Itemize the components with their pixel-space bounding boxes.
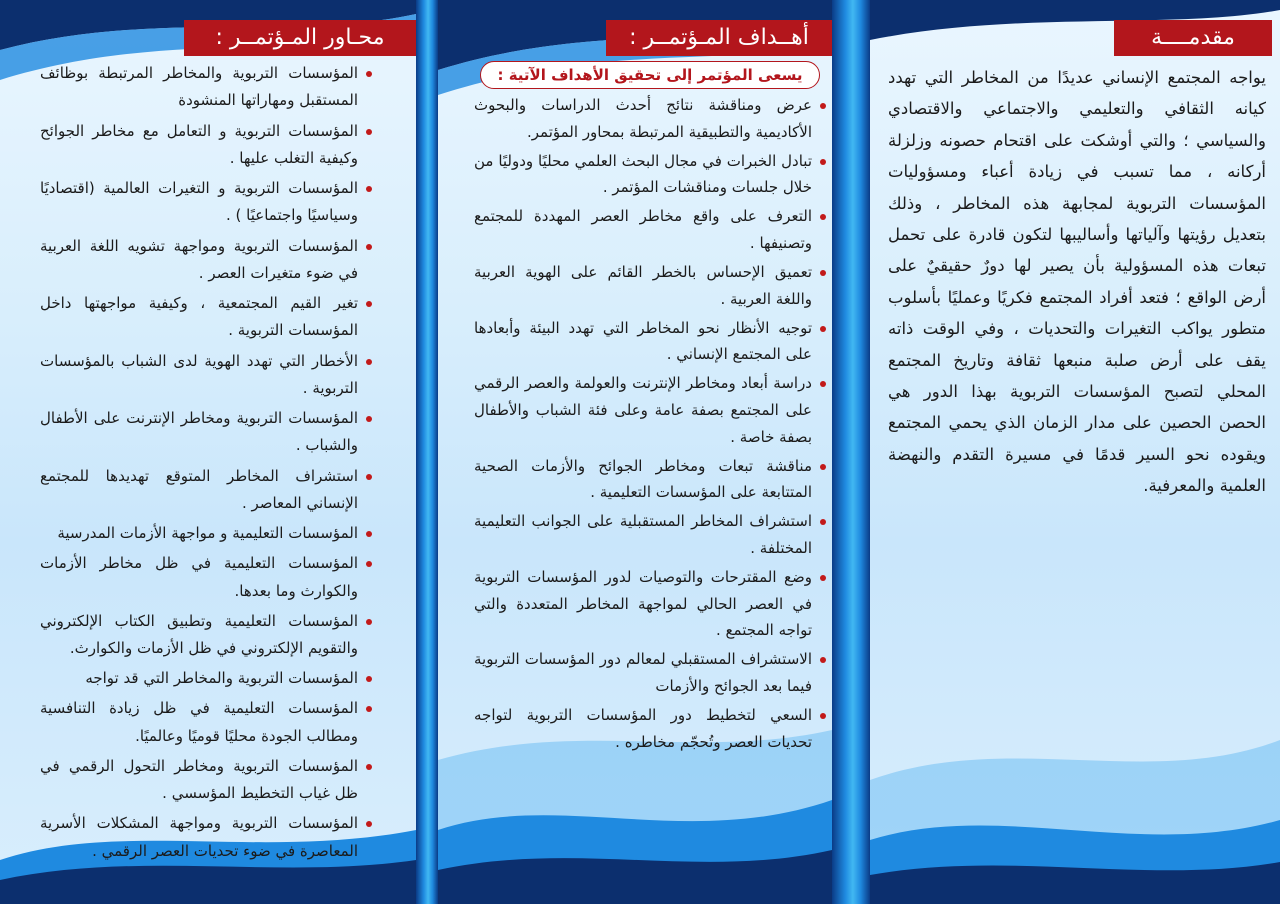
intro-title: مقدمــــة: [1114, 20, 1272, 56]
list-item: المؤسسات التربوية و التعامل مع مخاطر الجوائح وكيفية التغلب عليها .: [40, 118, 374, 173]
list-item: المؤسسات التعليمية وتطبيق الكتاب الإلكتروني والتقويم الإلكتروني في ظل الأزمات والكوارث.: [40, 608, 374, 663]
list-item: مناقشة تبعات ومخاطر الجوائح والأزمات الصحية المتتابعة على المؤسسات التعليمية .: [474, 453, 828, 506]
goals-list-container: [474, 92, 828, 758]
list-item: تعميق الإحساس بالخطر القائم على الهوية العربية واللغة العربية .: [474, 259, 828, 312]
goals-subtitle: يسعى المؤتمر إلى تحقيق الأهداف الآتية :: [480, 61, 820, 89]
list-item: المؤسسات التعليمية في ظل مخاطر الأزمات والكوارث وما بعدها.: [40, 550, 374, 605]
list-item: المؤسسات التربوية والمخاطر المرتبطة بوظائف المستقبل ومهاراتها المنشودة: [40, 60, 374, 115]
list-item: التعرف على واقع مخاطر العصر المهددة للمجتمع وتصنيفها .: [474, 203, 828, 256]
list-item: تغير القيم المجتمعية ، وكيفية مواجهتها داخل المؤسسات التربوية .: [40, 290, 374, 345]
list-item: الأخطار التي تهدد الهوية لدى الشباب بالمؤسسات التربوية .: [40, 348, 374, 403]
list-item: المؤسسات التربوية والمخاطر التي قد تواجه: [40, 665, 374, 692]
list-item: استشراف المخاطر المتوقع تهديدها للمجتمع الإنساني المعاصر .: [40, 463, 374, 518]
list-item: استشراف المخاطر المستقبلية على الجوانب التعليمية المختلفة .: [474, 508, 828, 561]
left-stripe: [416, 0, 438, 904]
axes-list-container: [40, 60, 374, 868]
list-item: المؤسسات التربوية ومواجهة المشكلات الأسرية المعاصرة في ضوء تحديات العصر الرقمي .: [40, 810, 374, 865]
list-item: المؤسسات التربوية ومخاطر الإنترنت على الأطفال والشباب .: [40, 405, 374, 460]
list-item: الاستشراف المستقبلي لمعالم دور المؤسسات التربوية فيما بعد الجوائح والأزمات: [474, 646, 828, 699]
list-item: المؤسسات التربوية ومواجهة تشويه اللغة العربية في ضوء متغيرات العصر .: [40, 233, 374, 288]
list-item: تبادل الخبرات في مجال البحث العلمي محليًا ودوليًا من خلال جلسات ومناقشات المؤتمر .: [474, 148, 828, 201]
list-item: المؤسسات التربوية و التغيرات العالمية (اقتصاديًا وسياسيًا واجتماعيًا ) .: [40, 175, 374, 230]
list-item: المؤسسات التربوية ومخاطر التحول الرقمي في ظل غياب التخطيط المؤسسي .: [40, 753, 374, 808]
intro-paragraph: يواجه المجتمع الإنساني عديدًا من المخاطر التي تهدد كيانه الثقافي والتعليمي والاجتماعي والاقتصادي والسياسي ؛ والتي أوشكت على اقتحام حصونه وزلزلة أركانه ، مما تسبب في زيادة أعباء ومسؤوليات المؤسسات التربوية لمجابهة هذه المخاطر ، وذلك بتعديل رؤيتها وآلياتها وأساليبها لتكون قادرة على تحمل تبعات هذه المسؤولية بأن يصير لها دورٌ حقيقيٌ على أرض الواقع ؛ فتعد أفراد المجتمع فكريًا وعمليًا بأسلوب متطور يواكب التغيرات والتحديات ، وفي الوقت ذاته يقف على أرض صلبة منبعها ثقافة وتاريخ المجتمع المحلي لتصبح المؤسسات التربوية بهذا الدور هي الحصن الحصين على مدار الزمان الذي يحمي المجتمع ويقوده نحو السير قدمًا في مسيرة التقدم والنهضة العلمية والمعرفية.: [888, 68, 1266, 496]
axes-title: محـاور المـؤتمــر :: [184, 20, 416, 56]
intro-panel: [870, 0, 1280, 904]
goals-list: [474, 92, 828, 755]
goals-title: أهــداف المـؤتمــر :: [606, 20, 832, 56]
list-item: السعي لتخطيط دور المؤسسات التربوية لتواجه تحديات العصر وتُحجّم مخاطره .: [474, 702, 828, 755]
list-item: عرض ومناقشة نتائج أحدث الدراسات والبحوث الأكاديمية والتطبيقية المرتبطة بمحاور المؤتمر.: [474, 92, 828, 145]
list-item: المؤسسات التعليمية و مواجهة الأزمات المدرسية: [40, 520, 374, 547]
list-item: دراسة أبعاد ومخاطر الإنترنت والعولمة والعصر الرقمي على المجتمع بصفة عامة وعلى فئة الشباب والأطفال بصفة خاصة .: [474, 370, 828, 450]
goals-panel: [438, 0, 832, 904]
axes-list: [40, 60, 374, 865]
list-item: توجيه الأنظار نحو المخاطر التي تهدد البيئة وأبعادها على المجتمع الإنساني .: [474, 315, 828, 368]
list-item: وضع المقترحات والتوصيات لدور المؤسسات التربوية في العصر الحالي لمواجهة المخاطر المتعددة والتي تواجه المجتمع .: [474, 564, 828, 644]
axes-panel: [0, 0, 416, 904]
list-item: المؤسسات التعليمية في ظل زيادة التنافسية ومطالب الجودة محليًا قوميًا وعالميًا.: [40, 695, 374, 750]
center-stripe: [832, 0, 870, 904]
intro-container: [888, 62, 1266, 502]
